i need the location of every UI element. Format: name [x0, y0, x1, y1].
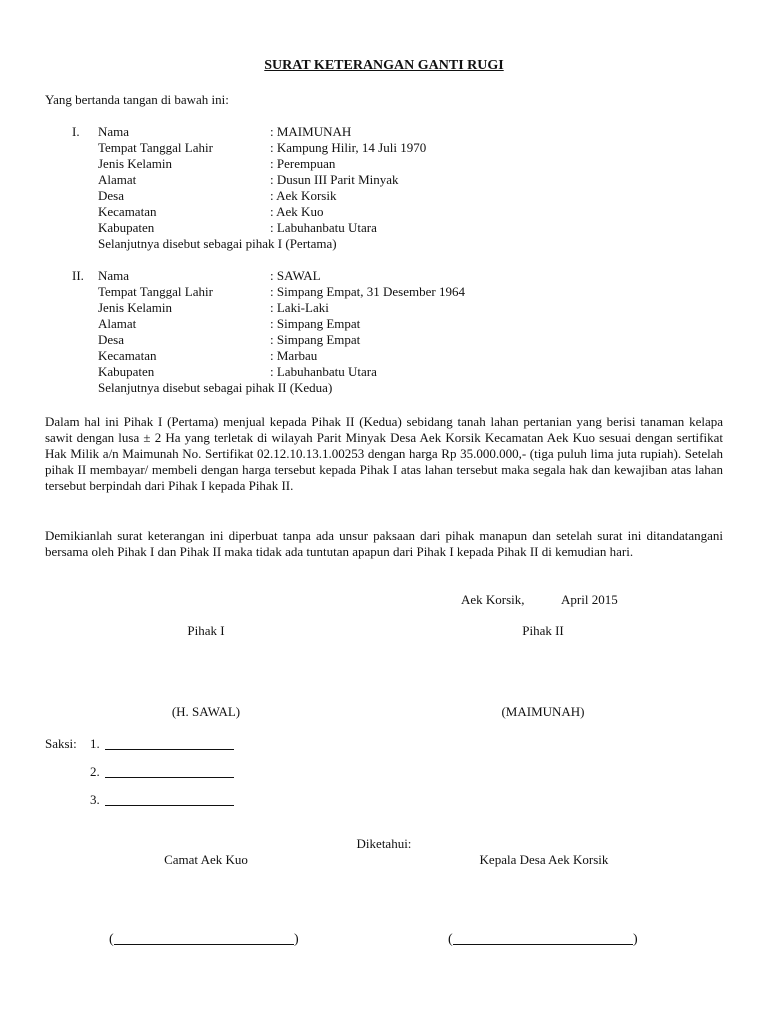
- document-title: SURAT KETERANGAN GANTI RUGI: [264, 58, 504, 73]
- field-label: Jenis Kelamin: [98, 156, 173, 171]
- party-note: Selanjutnya disebut sebagai pihak II (Kedua): [98, 380, 333, 395]
- field-label: Desa: [98, 332, 124, 347]
- field-label: Nama: [98, 124, 130, 139]
- field-value: : Aek Kuo: [270, 204, 324, 219]
- village-head-label: Kepala Desa Aek Korsik: [479, 852, 609, 867]
- field-label: Kecamatan: [98, 348, 157, 363]
- witness-label: Saksi:: [45, 736, 77, 751]
- date-text: April 2015: [561, 592, 618, 607]
- witness-signature-line: [105, 777, 234, 778]
- field-label: Nama: [98, 268, 130, 283]
- place-text: Aek Korsik,: [461, 592, 525, 607]
- witness-number: 3.: [90, 792, 100, 807]
- field-label: Jenis Kelamin: [98, 300, 173, 315]
- acknowledged-label: Diketahui:: [356, 836, 412, 851]
- party-number: II.: [72, 268, 84, 283]
- witness-signature-line: [105, 749, 234, 750]
- intro-text: Yang bertanda tangan di bawah ini:: [45, 92, 229, 107]
- witness-signature-line: [105, 805, 234, 806]
- party-one-signature-name: (H. SAWAL): [171, 704, 241, 719]
- field-label: Tempat Tanggal Lahir: [98, 284, 213, 299]
- field-label: Tempat Tanggal Lahir: [98, 140, 213, 155]
- field-value: : Kampung Hilir, 14 Juli 1970: [270, 140, 427, 155]
- party-number: I.: [72, 124, 80, 139]
- party-two-signature-name: (MAIMUNAH): [501, 704, 585, 719]
- document-page: SURAT KETERANGAN GANTI RUGI Yang bertanda tangan di bawah ini: I. Nama : MAIMUNAH Tempat Tanggal Lahir : Kampung Hilir, 14 Juli 1970 Jenis Kelamin : Perempuan Alamat : Dusun III Parit Minyak Desa : Aek Korsik Kecamatan : Aek Kuo Kabupaten : Labuhanbatu Utara Selanjutnya disebut sebagai pihak I (Pertama) II. Nama : SAWAL Tempat Tanggal Lahir : Simpang Empat, 31 Desember 1964 Jenis Kelamin : Laki-Laki Alamat : Simpang Empat Desa : Simpang Empat Kecamatan : Marbau Kabupaten : Labuhanbatu Utara Selanjutnya disebut sebagai pihak II (Kedua) Dalam hal ini Pihak I (Pertama) menjual kepada Pihak II (Kedua) sebidang tanah lahan pertanian yang berisi tanaman kelapa sawit dengan lusa ± 2 Ha yang terletak di wilayah Parit Minyak Desa Aek Korsik Kecamatan Aek Kuo sesuai dengan sertifikat Hak Milik a/n Maimunah No. Sertifikat 02.12.10.13.1.00253 dengan harga Rp 35.000.000,- (tiga puluh lima juta rupiah). Setelah pihak II membayar/ membeli dengan harga tersebut kepada Pihak I atas lahan tersebut maka segala hak dan kewajiban atas lahan tersebut berpindah dari Pihak I kepada Pihak II. Demikianlah surat keterangan ini diperbuat tanpa ada unsur paksaan dari pihak manapun dan setelah surat ini ditandatangani bersama oleh Pihak I dan Pihak II maka tidak ada tuntutan apapun dari Pihak I kepada Pihak II di kemudian hari. Aek Korsik, April 2015 Pihak I Pihak II (H. SAWAL) (MAIMUNAH) Saksi: 1. 2. 3. Diketahui: Camat Aek Kuo Kepala Desa Aek Korsik ( ) ( ): [0, 0, 768, 1024]
- field-label: Kecamatan: [98, 204, 157, 219]
- field-value: : Dusun III Parit Minyak: [270, 172, 399, 187]
- witness-number: 1.: [90, 736, 100, 751]
- party-two-signature-label: Pihak II: [522, 623, 564, 638]
- sale-paragraph: Dalam hal ini Pihak I (Pertama) menjual kepada Pihak II (Kedua) sebidang tanah lahan pertanian yang berisi tanaman kelapa sawit dengan lusa ± 2 Ha yang terletak di wilayah Parit Minyak Desa Aek Korsik Kecamatan Aek Kuo sesuai dengan sertifikat Hak Milik a/n Maimunah No. Sertifikat 02.12.10.13.1.00253 dengan harga Rp 35.000.000,- (tiga puluh lima juta rupiah). Setelah pihak II membayar/ membeli dengan harga tersebut kepada Pihak I atas lahan tersebut maka segala hak dan kewajiban atas lahan tersebut berpindah dari Pihak I kepada Pihak II.: [45, 414, 723, 493]
- field-value: : Marbau: [270, 348, 318, 363]
- field-value: : MAIMUNAH: [270, 124, 352, 139]
- field-label: Kabupaten: [98, 364, 155, 379]
- field-value: : Labuhanbatu Utara: [270, 220, 377, 235]
- field-value: : Laki-Laki: [270, 300, 329, 315]
- field-label: Alamat: [98, 316, 137, 331]
- party-note: Selanjutnya disebut sebagai pihak I (Pertama): [98, 236, 337, 251]
- field-label: Desa: [98, 188, 124, 203]
- field-value: : Aek Korsik: [270, 188, 337, 203]
- field-value: : Labuhanbatu Utara: [270, 364, 377, 379]
- field-value: : Simpang Empat, 31 Desember 1964: [270, 284, 465, 299]
- sub-district-head-label: Camat Aek Kuo: [164, 852, 248, 867]
- field-value: : Simpang Empat: [270, 332, 361, 347]
- field-value: : SAWAL: [270, 268, 321, 283]
- field-value: : Simpang Empat: [270, 316, 361, 331]
- party-one-signature-label: Pihak I: [187, 623, 225, 638]
- field-label: Kabupaten: [98, 220, 155, 235]
- witness-number: 2.: [90, 764, 100, 779]
- field-value: : Perempuan: [270, 156, 336, 171]
- field-label: Alamat: [98, 172, 137, 187]
- closing-paragraph: Demikianlah surat keterangan ini diperbuat tanpa ada unsur paksaan dari pihak manapun dan setelah surat ini ditandatangani bersama oleh Pihak I dan Pihak II maka tidak ada tuntutan apapun dari Pihak I kepada Pihak II di kemudian hari.: [45, 528, 723, 559]
